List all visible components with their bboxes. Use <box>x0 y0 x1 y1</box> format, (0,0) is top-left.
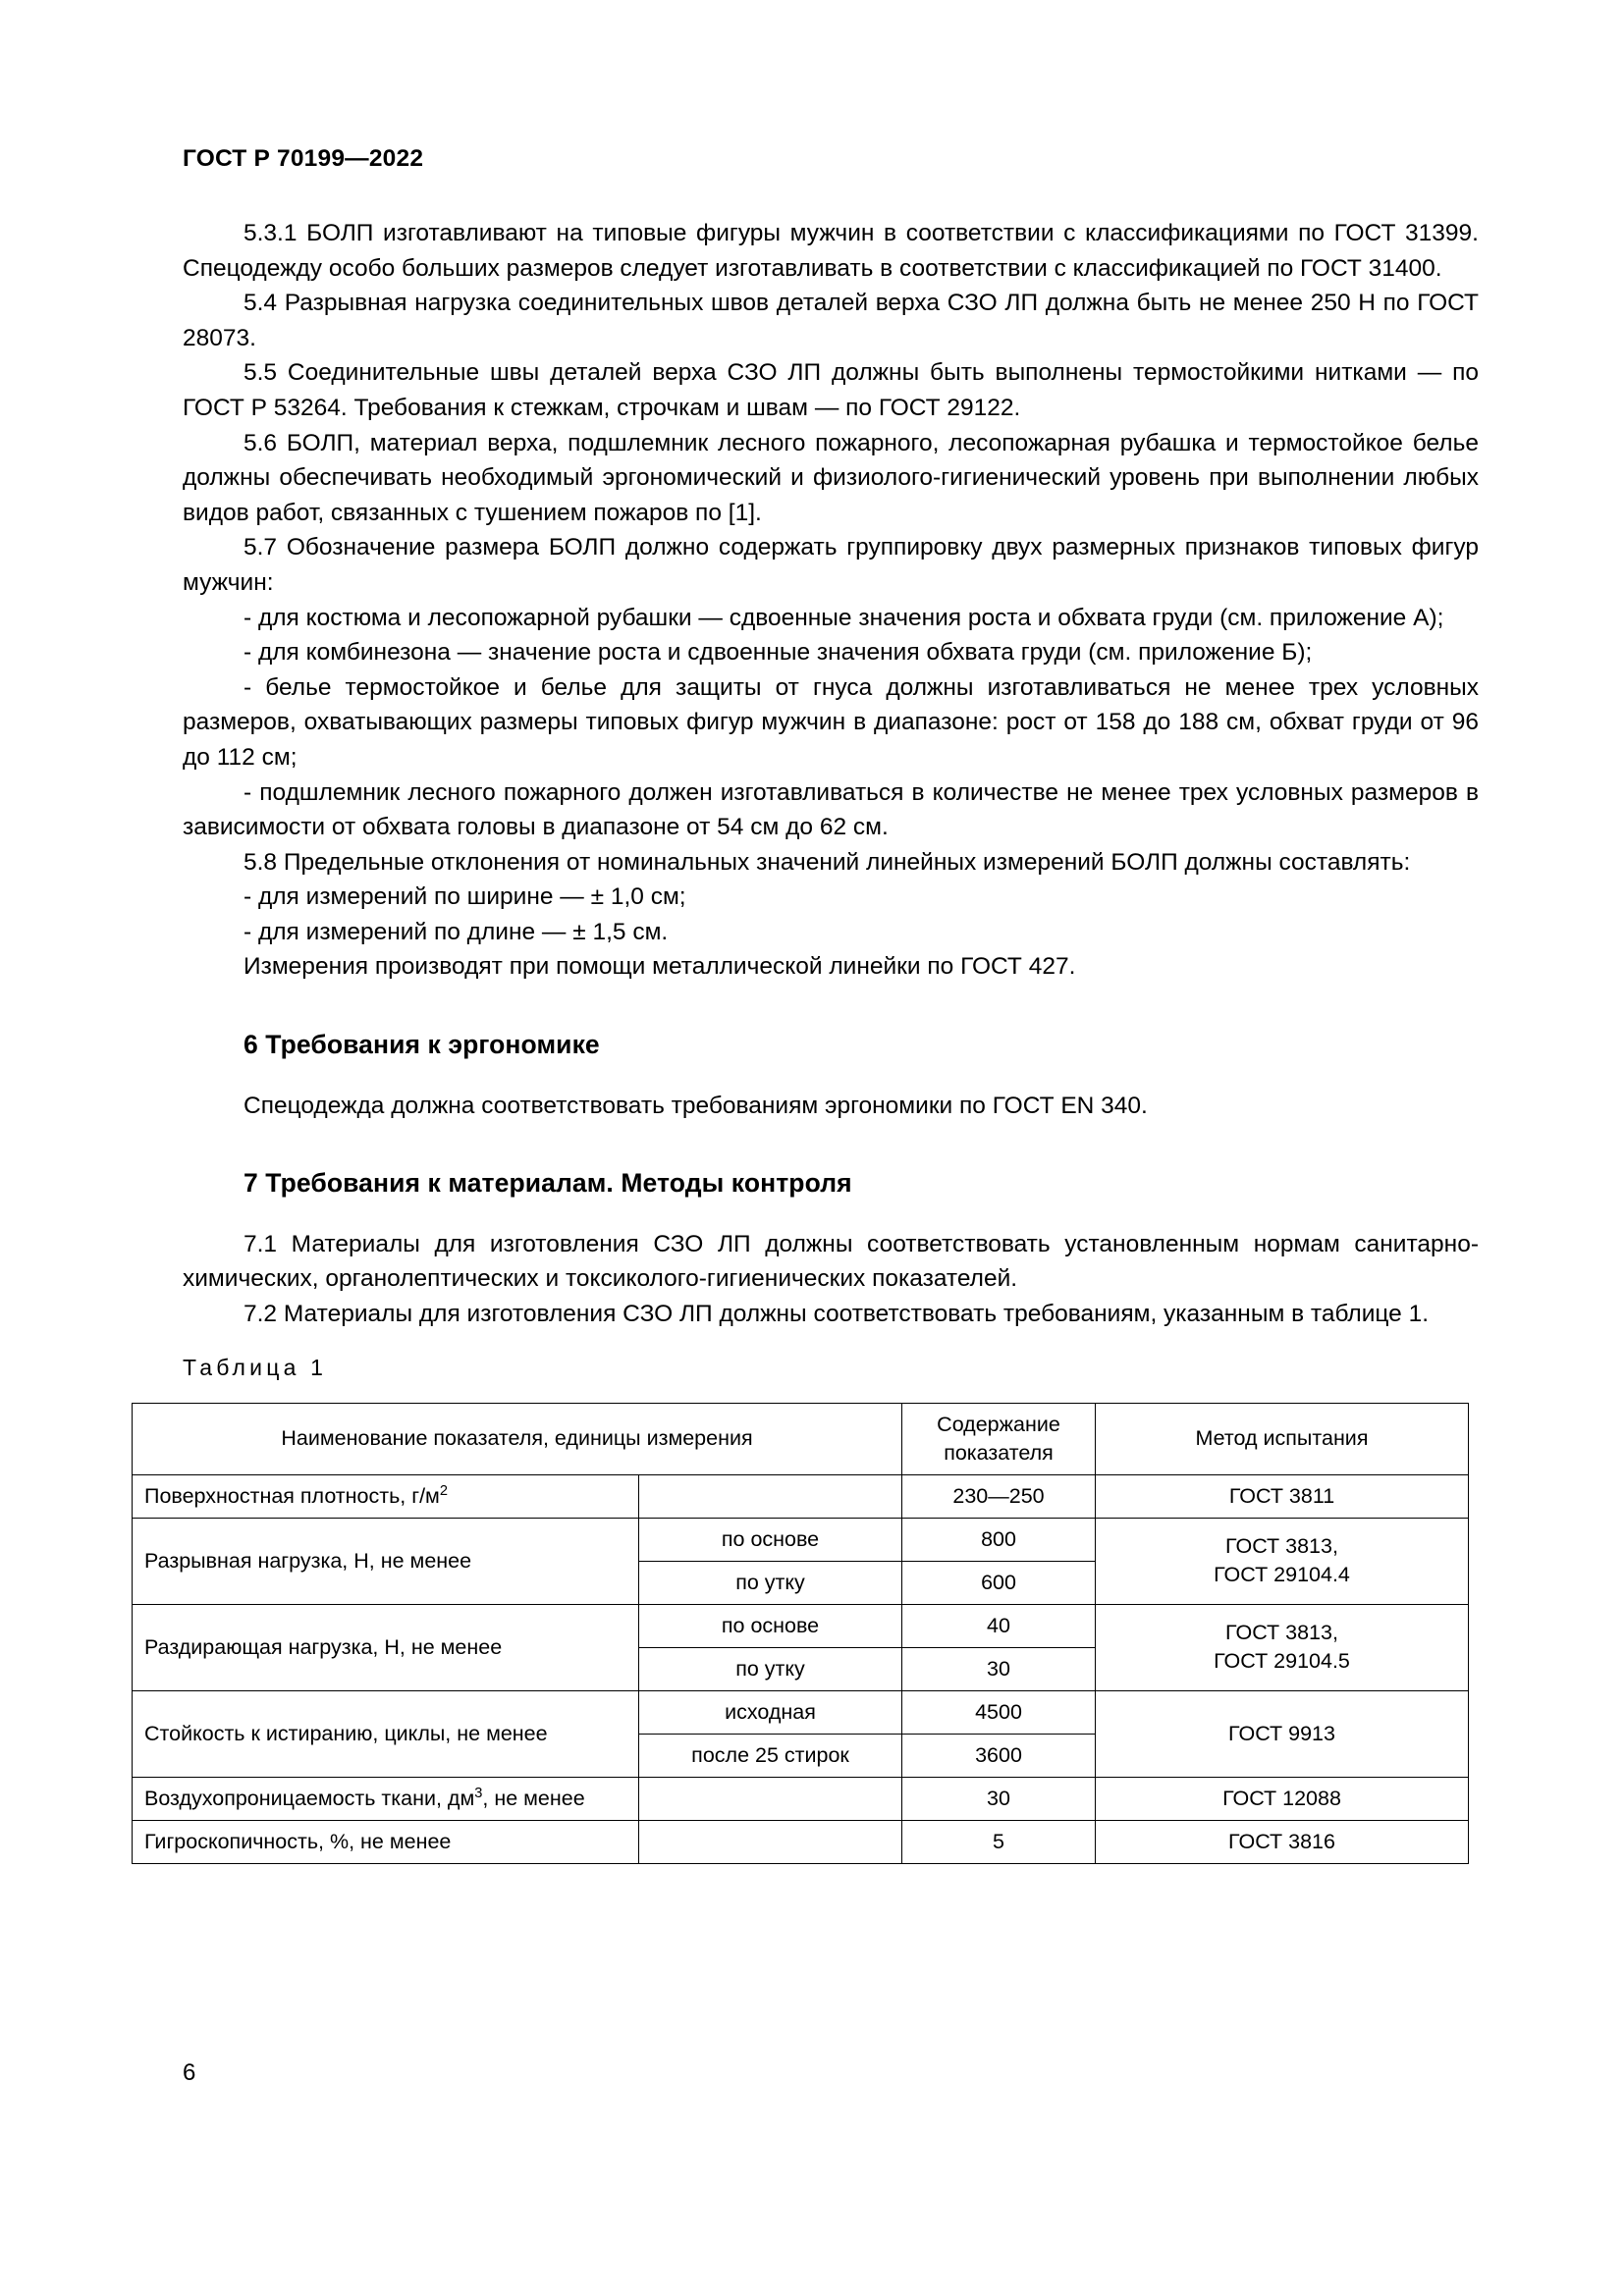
section-6-text: Спецодежда должна соответствовать требованиям эргономики по ГОСТ EN 340. <box>244 1092 1148 1119</box>
page-body <box>144 216 1479 1864</box>
column-header-value-line2: показателя <box>944 1440 1054 1465</box>
requirements-table <box>132 1403 1469 1864</box>
table-row <box>133 1690 1469 1734</box>
table-head <box>133 1403 1469 1474</box>
indicator-name-superscript: 3 <box>474 1785 483 1801</box>
cell-method: ГОСТ 12088 <box>1096 1777 1469 1820</box>
spacer <box>183 1201 1479 1227</box>
cell-method-line1: ГОСТ 3813, <box>1225 1621 1338 1645</box>
list-item-5-7-a: - для костюма и лесопожарной рубашки — сдвоенные значения роста и обхвата груди (см. приложение А); <box>244 604 1444 631</box>
indicator-name-text: Поверхностная плотность, г/м <box>144 1483 440 1508</box>
column-header-name: Наименование показателя, единицы измерения <box>133 1403 902 1474</box>
cell-value: 600 <box>902 1561 1096 1604</box>
paragraph-5-7: 5.7 Обозначение размера БОЛП должно содержать группировку двух размерных признаков типовых фигур мужчин: <box>183 534 1479 596</box>
paragraph-5-8-note: Измерения производят при помощи металлической линейки по ГОСТ 427. <box>244 953 1076 981</box>
table-body <box>133 1474 1469 1863</box>
list-item-5-7-d: - подшлемник лесного пожарного должен изготавливаться в количестве не менее трех условных размеров в зависимости от обхвата головы в диапазоне от 54 см до 62 см. <box>183 778 1479 841</box>
cell-method: ГОСТ 3811 <box>1096 1474 1469 1518</box>
column-header-method: Метод испытания <box>1096 1403 1469 1474</box>
cell-value: 30 <box>902 1647 1096 1690</box>
cell-method: ГОСТ 9913 <box>1096 1690 1469 1777</box>
list-item-5-8-b: - для измерений по длине — ± 1,5 см. <box>244 918 669 945</box>
table-caption: Таблица 1 <box>183 1354 328 1380</box>
paragraph-5-5: 5.5 Соединительные швы деталей верха СЗО ЛП должны быть выполнены термостойкими нитками — по ГОСТ Р 53264. Требования к стежкам, строчкам и швам — по ГОСТ 29122. <box>183 359 1479 421</box>
cell-value: 5 <box>902 1820 1096 1863</box>
cell-value: 4500 <box>902 1690 1096 1734</box>
indicator-name-superscript: 2 <box>439 1482 448 1499</box>
indicator-name-tail: , не менее <box>482 1786 585 1810</box>
indicator-name-text: Воздухопроницаемость ткани, дм <box>144 1786 475 1810</box>
cell-sub-condition <box>639 1777 902 1820</box>
paragraph-5-8: 5.8 Предельные отклонения от номинальных значений линейных измерений БОЛП должны составлять: <box>244 848 1411 876</box>
cell-indicator-name <box>133 1777 639 1820</box>
cell-sub-condition: по основе <box>639 1604 902 1647</box>
cell-value: 30 <box>902 1777 1096 1820</box>
page-number: 6 <box>183 2059 196 2086</box>
paragraph-7-1: 7.1 Материалы для изготовления СЗО ЛП должны соответствовать установленным нормам санитарно-химических, органолептических и токсиколого-гигиенических показателей. <box>183 1230 1479 1293</box>
cell-value: 800 <box>902 1518 1096 1561</box>
cell-sub-condition: исходная <box>639 1690 902 1734</box>
spacer <box>183 985 1479 1028</box>
section-heading-6: 6 Требования к эргономике <box>244 1030 600 1060</box>
cell-sub-condition <box>639 1474 902 1518</box>
cell-sub-condition <box>639 1820 902 1863</box>
cell-sub-condition: после 25 стирок <box>639 1734 902 1777</box>
cell-method-line2: ГОСТ 29104.4 <box>1214 1563 1350 1587</box>
spacer <box>183 1123 1479 1166</box>
cell-indicator-name: Гигроскопичность, %, не менее <box>133 1820 639 1863</box>
list-item-5-7-c: - белье термостойкое и белье для защиты от гнуса должны изготавливаться не менее трех условных размеров, охватывающих размеры типовых фигур мужчин в диапазоне: рост от 158 до 188 см, обхват груди от 96 до 112 см; <box>183 673 1479 771</box>
table-row <box>133 1820 1469 1863</box>
cell-method-line1: ГОСТ 3813, <box>1225 1534 1338 1559</box>
table-header-row <box>133 1403 1469 1474</box>
paragraph-5-3-1: 5.3.1 БОЛП изготавливают на типовые фигуры мужчин в соответствии с классификациями по ГОСТ 31399. Спецодежду особо больших размеров следует изготавливать в соответствии с классификацией по ГОСТ 31400. <box>183 220 1479 282</box>
cell-method-line2: ГОСТ 29104.5 <box>1214 1649 1350 1674</box>
spacer <box>183 1383 1479 1403</box>
paragraph-7-2: 7.2 Материалы для изготовления СЗО ЛП должны соответствовать требованиям, указанным в таблице 1. <box>244 1301 1430 1328</box>
table-row <box>133 1474 1469 1518</box>
list-item-5-7-b: - для комбинезона — значение роста и сдвоенные значения обхвата груди (см. приложение Б); <box>244 639 1313 667</box>
cell-indicator-name <box>133 1474 639 1518</box>
cell-method <box>1096 1604 1469 1690</box>
paragraph-5-6: 5.6 БОЛП, материал верха, подшлемник лесного пожарного, лесопожарная рубашка и термостойкое белье должны обеспечивать необходимый эргономический и физиолого-гигиенический уровень при выполнении любых видов работ, связанных с тушением пожаров по [1]. <box>183 429 1479 526</box>
spacer <box>183 1063 1479 1089</box>
table-row <box>133 1777 1469 1820</box>
cell-indicator-name: Разрывная нагрузка, Н, не менее <box>133 1518 639 1604</box>
spacer <box>183 1332 1479 1352</box>
cell-method <box>1096 1518 1469 1604</box>
cell-value: 230—250 <box>902 1474 1096 1518</box>
cell-sub-condition: по основе <box>639 1518 902 1561</box>
table-row <box>133 1604 1469 1647</box>
paragraph-5-4: 5.4 Разрывная нагрузка соединительных швов деталей верха СЗО ЛП должна быть не менее 250 Н по ГОСТ 28073. <box>183 290 1479 351</box>
cell-method: ГОСТ 3816 <box>1096 1820 1469 1863</box>
cell-sub-condition: по утку <box>639 1647 902 1690</box>
table-row <box>133 1518 1469 1561</box>
column-header-value-line1: Содержание <box>937 1412 1060 1436</box>
cell-value: 40 <box>902 1604 1096 1647</box>
list-item-5-8-a: - для измерений по ширине — ± 1,0 см; <box>244 883 686 911</box>
running-head: ГОСТ Р 70199—2022 <box>183 145 424 172</box>
cell-indicator-name: Стойкость к истиранию, циклы, не менее <box>133 1690 639 1777</box>
section-heading-7: 7 Требования к материалам. Методы контроля <box>244 1168 852 1199</box>
cell-sub-condition: по утку <box>639 1561 902 1604</box>
cell-indicator-name: Раздирающая нагрузка, Н, не менее <box>133 1604 639 1690</box>
cell-value: 3600 <box>902 1734 1096 1777</box>
column-header-value <box>902 1403 1096 1474</box>
